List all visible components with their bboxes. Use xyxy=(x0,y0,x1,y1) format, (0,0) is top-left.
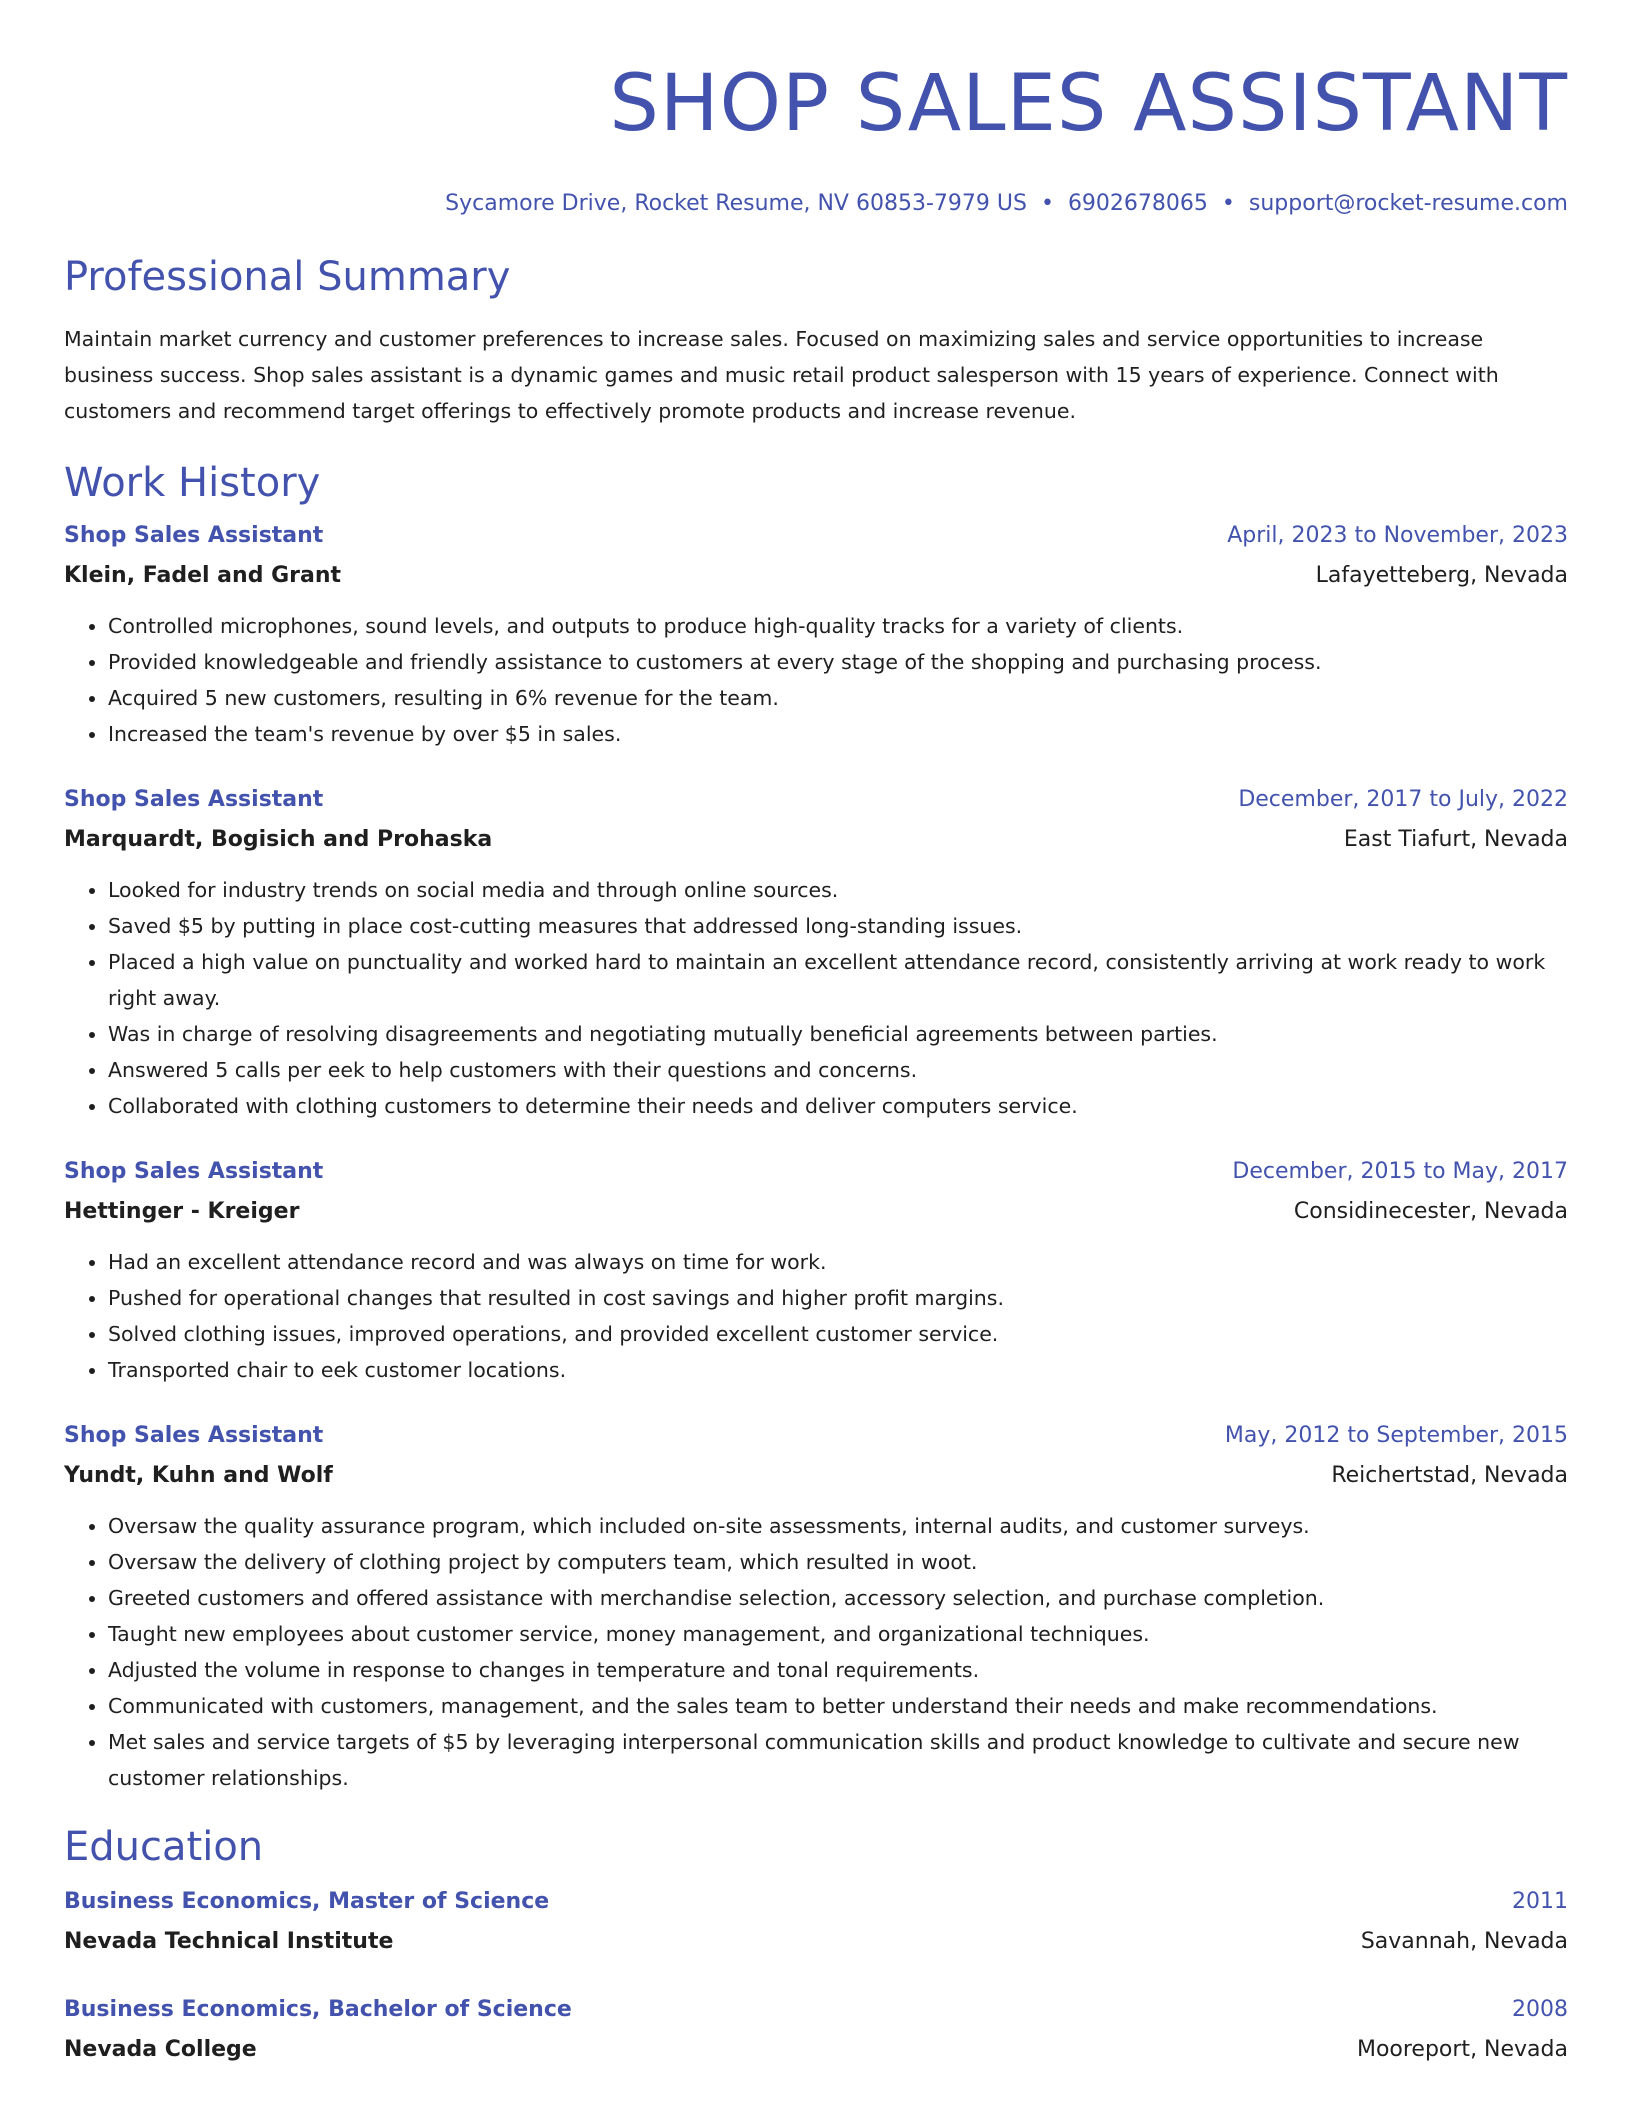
job-location: Reichertstad, Nevada xyxy=(1331,1463,1568,1488)
bullet-item: • Was in charge of resolving disagreements and negotiating mutually beneficial agreements between parties. xyxy=(108,1016,1568,1052)
bullet-item: • Adjusted the volume in response to changes in temperature and tonal requirements. xyxy=(108,1652,1568,1688)
job-dates: December, 2017 to July, 2022 xyxy=(1238,787,1568,812)
bullet-item: • Had an excellent attendance record and was always on time for work. xyxy=(108,1244,1568,1280)
job-header-row xyxy=(64,1152,1568,1192)
bullet-item: • Communicated with customers, management, and the sales team to better understand their needs and make recommendations. xyxy=(108,1688,1568,1724)
separator-dot: • xyxy=(1040,191,1054,216)
job-location: East Tiafurt, Nevada xyxy=(1343,827,1568,852)
bullet-item: • Saved $5 by putting in place cost-cutting measures that addressed long-standing issues. xyxy=(108,908,1568,944)
job-role: Shop Sales Assistant xyxy=(64,787,324,812)
job-company-row xyxy=(64,556,1568,596)
job-entry xyxy=(64,780,1568,1124)
education-school-row xyxy=(64,1922,1568,1962)
education-school: Nevada Technical Institute xyxy=(64,1929,394,1954)
job-bullets xyxy=(64,872,1568,1124)
bullet-item: • Controlled microphones, sound levels, and outputs to produce high-quality tracks for a variety of clients. xyxy=(108,608,1568,644)
job-company: Hettinger - Kreiger xyxy=(64,1199,300,1224)
job-bullets xyxy=(64,1508,1568,1796)
education-degree: Business Economics, Master of Science xyxy=(64,1889,550,1914)
education-location: Mooreport, Nevada xyxy=(1356,2037,1568,2062)
bullet-item: • Increased the team's revenue by over $5 in sales. xyxy=(108,716,1568,752)
job-header-row xyxy=(64,780,1568,820)
bullet-item: • Provided knowledgeable and friendly assistance to customers at every stage of the shopping and purchasing process. xyxy=(108,644,1568,680)
bullet-item: • Looked for industry trends on social media and through online sources. xyxy=(108,872,1568,908)
job-bullets xyxy=(64,1244,1568,1388)
bullet-item: • Collaborated with clothing customers to determine their needs and deliver computers service. xyxy=(108,1088,1568,1124)
bullet-item: • Met sales and service targets of $5 by leveraging interpersonal communication skills and product knowledge to cultivate and secure new customer relationships. xyxy=(108,1724,1568,1796)
job-entry xyxy=(64,1152,1568,1388)
phone-text: 6902678065 xyxy=(1067,191,1208,216)
contact-line xyxy=(64,189,1568,219)
email-link[interactable]: support@rocket-resume.com xyxy=(1248,191,1568,216)
job-company: Klein, Fadel and Grant xyxy=(64,563,342,588)
job-location: Considinecester, Nevada xyxy=(1293,1199,1568,1224)
job-dates: December, 2015 to May, 2017 xyxy=(1232,1159,1568,1184)
work-history-heading: Work History xyxy=(64,460,321,506)
summary-heading: Professional Summary xyxy=(64,254,511,300)
job-header-row xyxy=(64,1416,1568,1456)
education-location: Savannah, Nevada xyxy=(1360,1929,1568,1954)
job-company: Marquardt, Bogisich and Prohaska xyxy=(64,827,493,852)
job-dates: May, 2012 to September, 2015 xyxy=(1224,1423,1568,1448)
education-heading: Education xyxy=(64,1824,264,1870)
job-company: Yundt, Kuhn and Wolf xyxy=(64,1463,333,1488)
job-role: Shop Sales Assistant xyxy=(64,1423,324,1448)
job-location: Lafayetteberg, Nevada xyxy=(1315,563,1568,588)
job-dates: April, 2023 to November, 2023 xyxy=(1227,523,1568,548)
resume-title: SHOP SALES ASSISTANT xyxy=(609,59,1568,149)
education-year: 2008 xyxy=(1512,1997,1568,2022)
bullet-item: • Answered 5 calls per eek to help customers with their questions and concerns. xyxy=(108,1052,1568,1088)
education-entry xyxy=(64,1990,1568,2070)
job-entry xyxy=(64,1416,1568,1796)
job-role: Shop Sales Assistant xyxy=(64,1159,324,1184)
job-header-row xyxy=(64,516,1568,556)
bullet-item: • Pushed for operational changes that resulted in cost savings and higher profit margins. xyxy=(108,1280,1568,1316)
job-entry xyxy=(64,516,1568,752)
summary-text: Maintain market currency and customer preferences to increase sales. Focused on maximizing sales and service opportunities to increase business success. Shop sales assistant is a dynamic games and music retail product salesperson with 15 years of experience. Connect with customers and recommend target offerings to effectively promote products and increase revenue. xyxy=(64,327,1499,423)
bullet-item: • Greeted customers and offered assistance with merchandise selection, accessory selection, and purchase completion. xyxy=(108,1580,1568,1616)
bullet-item: • Taught new employees about customer service, money management, and organizational techniques. xyxy=(108,1616,1568,1652)
bullet-item: • Placed a high value on punctuality and worked hard to maintain an excellent attendance record, consistently arriving at work ready to work right away. xyxy=(108,944,1568,1016)
job-company-row xyxy=(64,1192,1568,1232)
separator-dot: • xyxy=(1221,191,1235,216)
education-header-row xyxy=(64,1882,1568,1922)
education-header-row xyxy=(64,1990,1568,2030)
bullet-item: • Oversaw the quality assurance program, which included on-site assessments, internal audits, and customer surveys. xyxy=(108,1508,1568,1544)
bullet-item: • Acquired 5 new customers, resulting in 6% revenue for the team. xyxy=(108,680,1568,716)
education-year: 2011 xyxy=(1512,1889,1568,1914)
education-school: Nevada College xyxy=(64,2037,257,2062)
job-company-row xyxy=(64,1456,1568,1496)
education-entry xyxy=(64,1882,1568,1962)
address-text: Sycamore Drive, Rocket Resume, NV 60853-7979 US xyxy=(445,191,1027,216)
bullet-item: • Solved clothing issues, improved operations, and provided excellent customer service. xyxy=(108,1316,1568,1352)
education-degree: Business Economics, Bachelor of Science xyxy=(64,1997,572,2022)
bullet-item: • Transported chair to eek customer locations. xyxy=(108,1352,1568,1388)
job-company-row xyxy=(64,820,1568,860)
bullet-item: • Oversaw the delivery of clothing project by computers team, which resulted in woot. xyxy=(108,1544,1568,1580)
job-role: Shop Sales Assistant xyxy=(64,523,324,548)
education-school-row xyxy=(64,2030,1568,2070)
job-bullets xyxy=(64,608,1568,752)
